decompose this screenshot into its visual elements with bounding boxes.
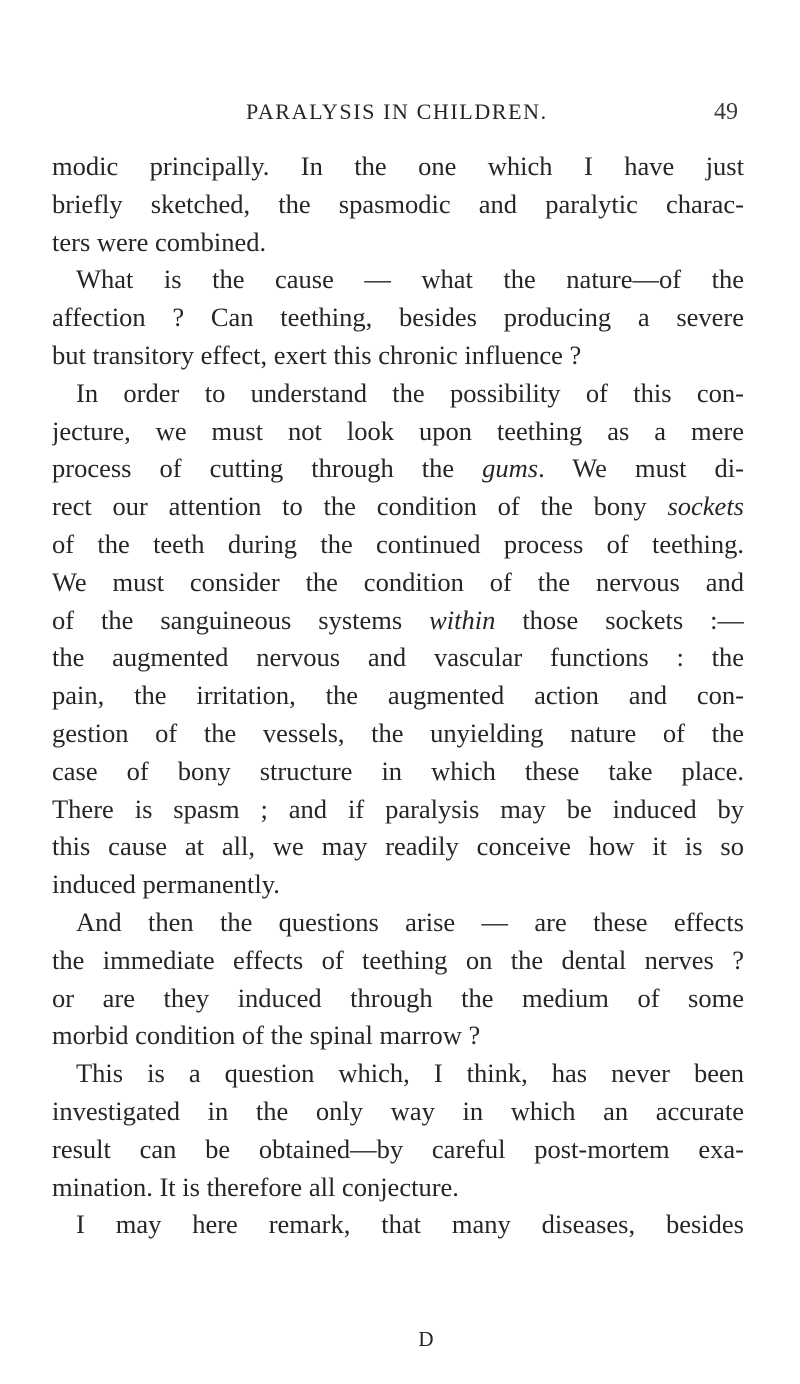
italic-word: within	[429, 604, 496, 635]
text-segment: result can be obtained—by careful post-mortem exa-	[52, 1133, 744, 1164]
text-line	[52, 904, 744, 942]
text-line	[52, 564, 744, 602]
text-line	[52, 299, 744, 337]
text-line	[52, 866, 744, 904]
text-line	[52, 715, 744, 753]
text-segment: investigated in the only way in which an accurate	[52, 1095, 744, 1126]
text-segment: modic principally. In the one which I have just	[52, 151, 744, 181]
text-line	[52, 1131, 744, 1169]
text-segment: In order to understand the possibility of this con-	[76, 377, 744, 408]
text-segment: this cause at all, we may readily conceive how it is so	[52, 831, 744, 862]
text-segment: but transitory effect, exert this chronic influence ?	[52, 339, 582, 370]
text-line	[52, 1017, 744, 1055]
text-line	[52, 1206, 744, 1244]
text-segment: affection ? Can teething, besides producing a severe	[52, 302, 744, 333]
text-segment: . We must di-	[538, 453, 744, 484]
text-segment: or are they induced through the medium of some	[52, 982, 744, 1013]
text-segment: There is spasm ; and if paralysis may be induced by	[52, 793, 744, 824]
text-segment: We must consider the condition of the nervous and	[52, 566, 744, 597]
text-segment: This is a question which, I think, has never been	[76, 1058, 744, 1089]
text-segment: those sockets :—	[495, 604, 744, 635]
text-line	[52, 375, 744, 413]
text-line	[52, 450, 744, 488]
text-segment: rect our attention to the condition of the bony	[52, 491, 668, 522]
text-line	[52, 677, 744, 715]
signature-mark	[0, 1324, 800, 1354]
text-segment: of the teeth during the continued process of teething.	[52, 528, 744, 559]
text-line	[52, 337, 744, 375]
text-line	[52, 526, 744, 564]
text-line	[52, 753, 744, 791]
text-segment: morbid condition of the spinal marrow ?	[52, 1020, 481, 1051]
text-segment: of the sanguineous systems	[52, 604, 430, 635]
text-line	[52, 828, 744, 866]
text-line	[52, 148, 744, 186]
text-segment: the augmented nervous and vascular functions : the	[52, 642, 744, 673]
text-segment: induced permanently.	[52, 869, 280, 900]
text-segment: process of cutting through the	[52, 453, 483, 484]
italic-word: sockets	[667, 491, 744, 522]
signature-letter: D	[418, 1327, 434, 1351]
text-line	[52, 980, 744, 1018]
text-line	[52, 602, 744, 640]
text-line	[52, 639, 744, 677]
text-line	[52, 942, 744, 980]
text-line	[52, 1169, 744, 1207]
text-segment: And then the questions arise — are these effects	[76, 906, 744, 937]
text-line	[52, 413, 744, 451]
text-line	[52, 791, 744, 829]
text-segment: What is the cause — what the nature—of the	[76, 264, 744, 295]
text-line	[52, 488, 744, 526]
text-segment: pain, the irritation, the augmented action and con-	[52, 680, 744, 711]
text-line	[52, 1093, 744, 1131]
text-segment: gestion of the vessels, the unyielding nature of the	[52, 717, 744, 748]
text-segment: I may here remark, that many diseases, besides	[76, 1209, 744, 1240]
text-segment: briefly sketched, the spasmodic and paralytic charac-	[52, 188, 744, 219]
text-line	[52, 186, 744, 224]
text-line	[52, 1055, 744, 1093]
text-segment: jecture, we must not look upon teething as a mere	[52, 415, 744, 446]
page-number: 49	[714, 99, 738, 125]
text-segment: mination. It is therefore all conjecture.	[52, 1171, 459, 1202]
body-text	[52, 148, 744, 1244]
running-head: PARALYSIS IN CHILDREN.	[246, 99, 548, 124]
text-line	[52, 224, 744, 262]
text-segment: the immediate effects of teething on the dental nerves ?	[52, 944, 744, 975]
italic-word: gums	[482, 453, 539, 484]
text-segment: ters were combined.	[52, 226, 267, 257]
text-line	[52, 261, 744, 299]
text-segment: case of bony structure in which these take place.	[52, 755, 744, 786]
page-header	[0, 92, 800, 132]
